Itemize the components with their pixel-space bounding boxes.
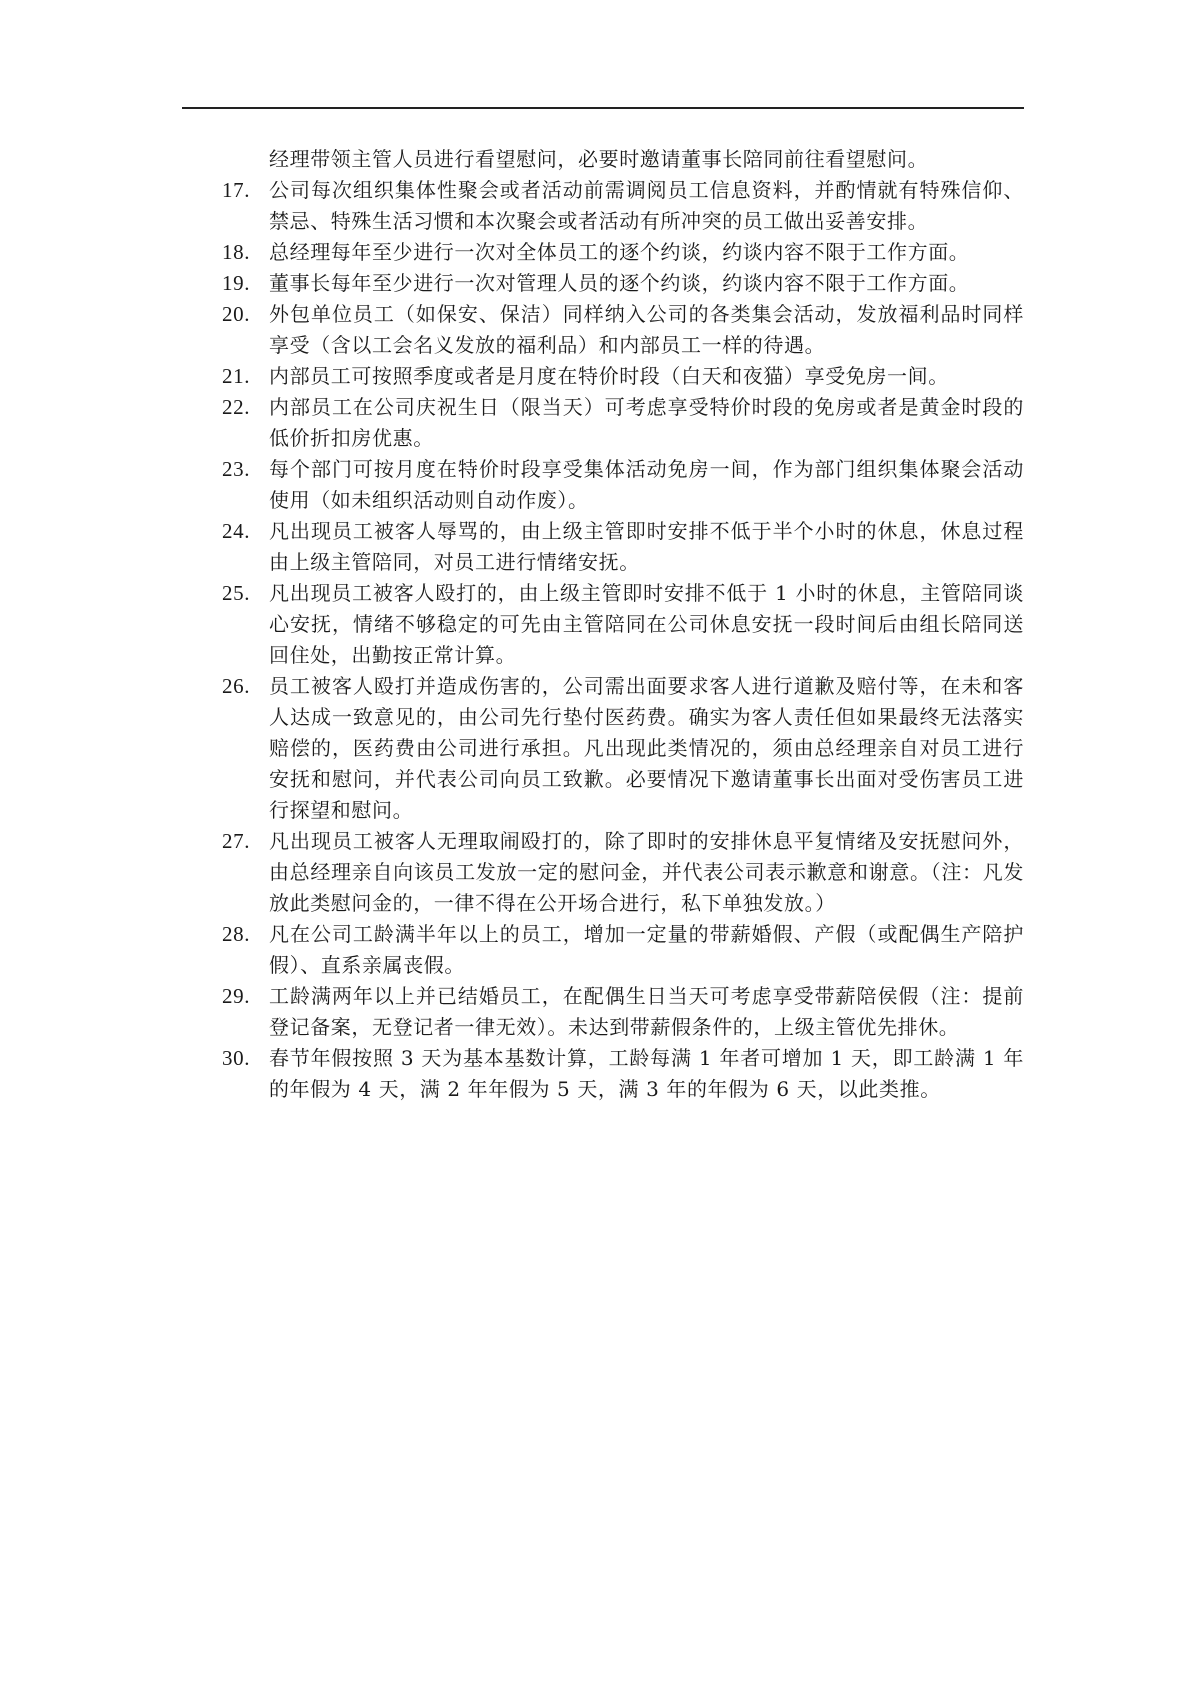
list-item-number: 22. bbox=[222, 395, 251, 419]
list-item bbox=[222, 361, 1024, 392]
list-item-text: 凡出现员工被客人无理取闹殴打的，除了即时的安排休息平复情绪及安抚慰问外，由总经理亲自向该员工发放一定的慰问金，并代表公司表示歉意和谢意。（注：凡发放此类慰问金的，一律不得在公开场合进行，私下单独发放。） bbox=[269, 829, 1024, 915]
list-item bbox=[222, 919, 1024, 981]
list-item-number: 18. bbox=[222, 240, 251, 264]
list-item-number: 24. bbox=[222, 519, 251, 543]
document-body bbox=[222, 144, 1024, 1105]
list-item-text: 工龄满两年以上并已结婚员工，在配偶生日当天可考虑享受带薪陪侯假（注：提前登记备案，无登记者一律无效）。未达到带薪假条件的，上级主管优先排休。 bbox=[269, 984, 1024, 1039]
list-item-text: 每个部门可按月度在特价时段享受集体活动免房一间，作为部门组织集体聚会活动使用（如未组织活动则自动作废）。 bbox=[269, 457, 1024, 512]
header-rule bbox=[182, 107, 1024, 109]
list-item-text: 凡出现员工被客人辱骂的，由上级主管即时安排不低于半个小时的休息，休息过程由上级主管陪同，对员工进行情绪安抚。 bbox=[269, 519, 1024, 574]
list-item-text: 外包单位员工（如保安、保洁）同样纳入公司的各类集会活动，发放福利品时同样享受（含以工会名义发放的福利品）和内部员工一样的待遇。 bbox=[269, 302, 1024, 357]
list-item bbox=[222, 1043, 1024, 1105]
list-item bbox=[222, 454, 1024, 516]
list-item-number: 28. bbox=[222, 922, 251, 946]
list-item-text: 员工被客人殴打并造成伤害的，公司需出面要求客人进行道歉及赔付等，在未和客人达成一致意见的，由公司先行垫付医药费。确实为客人责任但如果最终无法落实赔偿的，医药费由公司进行承担。凡出现此类情况的，须由总经理亲自对员工进行安抚和慰问，并代表公司向员工致歉。必要情况下邀请董事长出面对受伤害员工进行探望和慰问。 bbox=[269, 674, 1024, 822]
list-item bbox=[222, 268, 1024, 299]
list-item-number: 19. bbox=[222, 271, 251, 295]
list-item-text: 公司每次组织集体性聚会或者活动前需调阅员工信息资料，并酌情就有特殊信仰、禁忌、特殊生活习惯和本次聚会或者活动有所冲突的员工做出妥善安排。 bbox=[269, 178, 1024, 233]
list-item bbox=[222, 237, 1024, 268]
list-item-number: 21. bbox=[222, 364, 251, 388]
list-item bbox=[222, 516, 1024, 578]
list-item-number: 17. bbox=[222, 178, 251, 202]
list-item-number: 29. bbox=[222, 984, 251, 1008]
list-item-text: 内部员工可按照季度或者是月度在特价时段（白天和夜猫）享受免房一间。 bbox=[269, 364, 949, 388]
list-item-number: 30. bbox=[222, 1046, 251, 1070]
list-item bbox=[222, 981, 1024, 1043]
list-item-text: 凡在公司工龄满半年以上的员工，增加一定量的带薪婚假、产假（或配偶生产陪护假）、直系亲属丧假。 bbox=[269, 922, 1024, 977]
continuation-paragraph: 经理带领主管人员进行看望慰问，必要时邀请董事长陪同前往看望慰问。 bbox=[269, 147, 929, 171]
list-item bbox=[222, 299, 1024, 361]
list-item-number: 20. bbox=[222, 302, 251, 326]
list-item-text: 总经理每年至少进行一次对全体员工的逐个约谈，约谈内容不限于工作方面。 bbox=[269, 240, 970, 264]
list-item bbox=[222, 671, 1024, 826]
list-item bbox=[222, 826, 1024, 919]
list-item-text: 内部员工在公司庆祝生日（限当天）可考虑享受特价时段的免房或者是黄金时段的低价折扣房优惠。 bbox=[269, 395, 1024, 450]
list-item bbox=[222, 578, 1024, 671]
list-item-text: 董事长每年至少进行一次对管理人员的逐个约谈，约谈内容不限于工作方面。 bbox=[269, 271, 970, 295]
list-item-number: 27. bbox=[222, 829, 251, 853]
list-item bbox=[222, 392, 1024, 454]
list-item-text: 春节年假按照 3 天为基本基数计算，工龄每满 1 年者可增加 1 天，即工龄满 1 年的年假为 4 天，满 2 年年假为 5 天，满 3 年的年假为 6 天，以此类推。 bbox=[269, 1046, 1024, 1101]
list-item-text: 凡出现员工被客人殴打的，由上级主管即时安排不低于 1 小时的休息，主管陪同谈心安抚，情绪不够稳定的可先由主管陪同在公司休息安抚一段时间后由组长陪同送回住处，出勤按正常计算。 bbox=[269, 581, 1024, 667]
list-item bbox=[222, 175, 1024, 237]
numbered-list bbox=[222, 175, 1024, 1105]
list-item-number: 23. bbox=[222, 457, 251, 481]
list-item-number: 25. bbox=[222, 581, 251, 605]
list-item-number: 26. bbox=[222, 674, 251, 698]
